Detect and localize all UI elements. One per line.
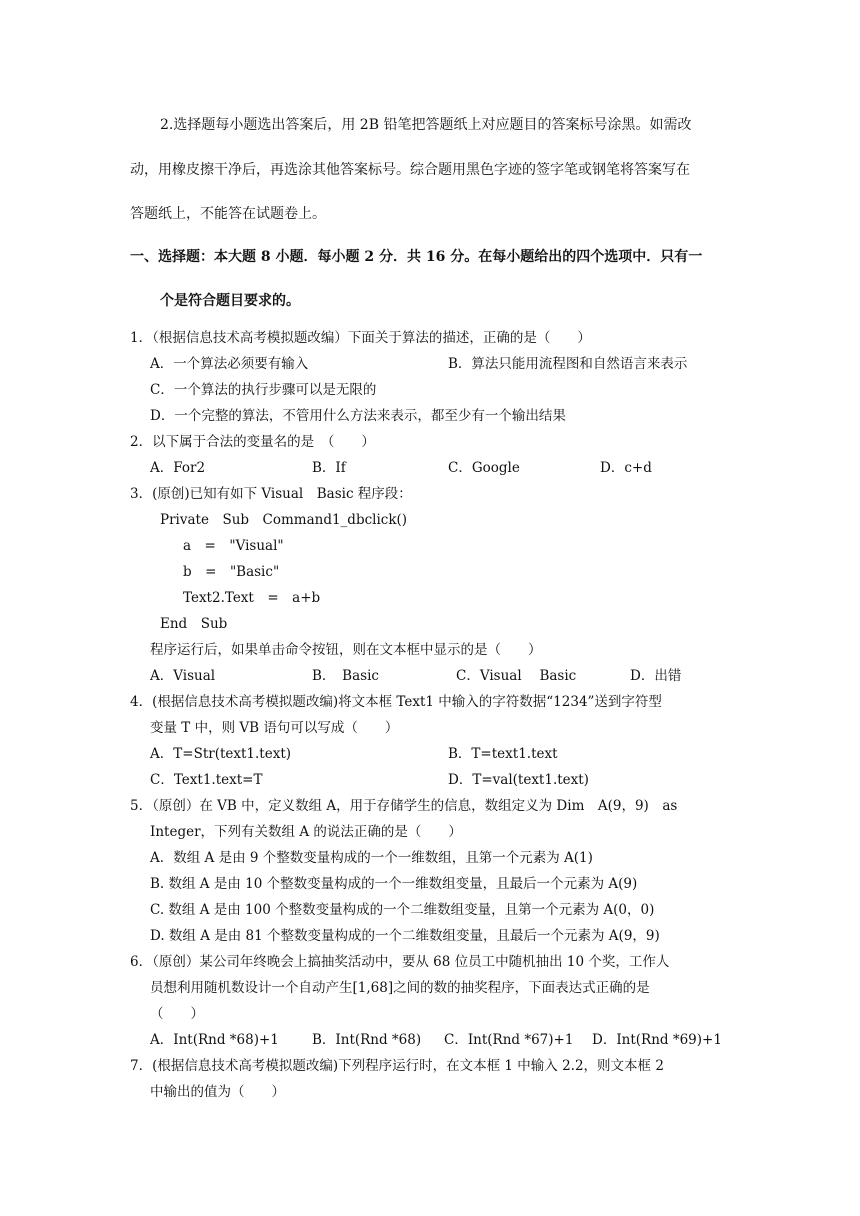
q6-stem-line-1: 6．（原创）某公司年终晚会上搞抽奖活动中，要从 68 位员工中随机抽出 10 个奖，工作人 <box>130 954 670 970</box>
q2-stem: 2．以下属于合法的变量名的是 （ ） <box>130 434 375 450</box>
q5-option-d: D. 数组 A 是由 81 个整数变量构成的一个二维数组变量，且最后一个元素为 A(9，9) <box>150 928 660 944</box>
q4-stem-line-1: 4．(根据信息技术高考模拟题改编)将文本框 Text1 中输入的字符数据“1234”送到字符型 <box>130 694 662 710</box>
notice-line-3: 答题纸上，不能答在试题卷上。 <box>130 206 326 222</box>
q6-stem-line-2: 员想利用随机数设计一个自动产生[1,68]之间的数的抽奖程序，下面表达式正确的是 <box>150 980 650 996</box>
section-heading-line-1: 一、选择题：本大题 8 小题．每小题 2 分．共 16 分。在每小题给出的四个选项中．只有一 <box>130 249 703 265</box>
q3-option-d: D．出错 <box>630 668 682 684</box>
q3-code-line-1: Private Sub Command1_dbclick() <box>160 512 408 528</box>
q1-stem: 1．（根据信息技术高考模拟题改编）下面关于算法的描述，正确的是（ ） <box>130 330 591 346</box>
q3-code-line-2: a = "Visual" <box>183 538 284 554</box>
q4-stem-line-2: 变量 T 中，则 VB 语句可以写成（ ） <box>150 720 399 736</box>
q3-option-c: C．Visual Basic <box>456 668 577 684</box>
q6-option-b: B．Int(Rnd *68) <box>312 1032 422 1048</box>
q2-option-a: A．For2 <box>150 460 206 476</box>
section-heading-line-2: 个是符合题目要求的。 <box>160 293 300 309</box>
q2-option-b: B．If <box>312 460 346 476</box>
q3-code-line-4: Text2.Text = a+b <box>183 590 321 606</box>
q3-after-code: 程序运行后，如果单击命令按钮，则在文本框中显示的是（ ） <box>150 642 542 658</box>
q2-option-d: D．c+d <box>600 460 652 476</box>
q3-stem: 3．(原创)已知有如下 Visual Basic 程序段： <box>130 486 412 502</box>
q1-option-d: D．一个完整的算法，不管用什么方法来表示，都至少有一个输出结果 <box>150 408 566 424</box>
notice-line-2: 动，用橡皮擦干净后，再选涂其他答案标号。综合题用黑色字迹的签字笔或钢笔将答案写在 <box>130 162 690 178</box>
q5-option-b: B. 数组 A 是由 10 个整数变量构成的一个一维数组变量，且最后一个元素为 A(9) <box>150 876 638 892</box>
notice-line-1: 2.选择题每小题选出答案后，用 2B 铅笔把答题纸上对应题目的答案标号涂黑。如需改 <box>160 117 692 133</box>
q5-stem-line-2: Integer，下列有关数组 A 的说法正确的是（ ） <box>150 824 462 840</box>
q4-option-a: A．T=Str(text1.text) <box>150 746 292 762</box>
q3-code-line-3: b = "Basic" <box>183 564 280 580</box>
q3-option-b: B． Basic <box>312 668 379 684</box>
q6-stem-line-3: （ ） <box>150 1006 204 1022</box>
q6-option-a: A．Int(Rnd *68)+1 <box>150 1032 279 1048</box>
q3-code-line-5: End Sub <box>160 616 228 632</box>
q5-stem-line-1: 5．（原创）在 VB 中，定义数组 A，用于存储学生的信息，数组定义为 Dim A(9，9) as <box>130 798 678 814</box>
q2-option-c: C．Google <box>448 460 520 476</box>
q4-option-d: D．T=val(text1.text) <box>448 772 589 788</box>
q1-option-b: B．算法只能用流程图和自然语言来表示 <box>448 356 688 372</box>
q6-option-c: C．Int(Rnd *67)+1 <box>444 1032 574 1048</box>
q7-stem-line-1: 7．(根据信息技术高考模拟题改编)下列程序运行时，在文本框 1 中输入 2.2，则文本框 2 <box>130 1058 664 1074</box>
q6-option-d: D．Int(Rnd *69)+1 <box>592 1032 722 1048</box>
q5-option-c: C. 数组 A 是由 100 个整数变量构成的一个二维数组变量，且第一个元素为 A(0，0) <box>150 902 655 918</box>
q1-option-c: C．一个算法的执行步骤可以是无限的 <box>150 382 377 398</box>
q7-stem-line-2: 中输出的值为（ ） <box>150 1084 285 1100</box>
q1-option-a: A．一个算法必须要有输入 <box>150 356 309 372</box>
q4-option-c: C．Text1.text=T <box>150 772 263 788</box>
q3-option-a: A．Visual <box>150 668 216 684</box>
q4-option-b: B．T=text1.text <box>448 746 558 762</box>
q5-option-a: A．数组 A 是由 9 个整数变量构成的一个一维数组，且第一个元素为 A(1) <box>150 850 593 866</box>
